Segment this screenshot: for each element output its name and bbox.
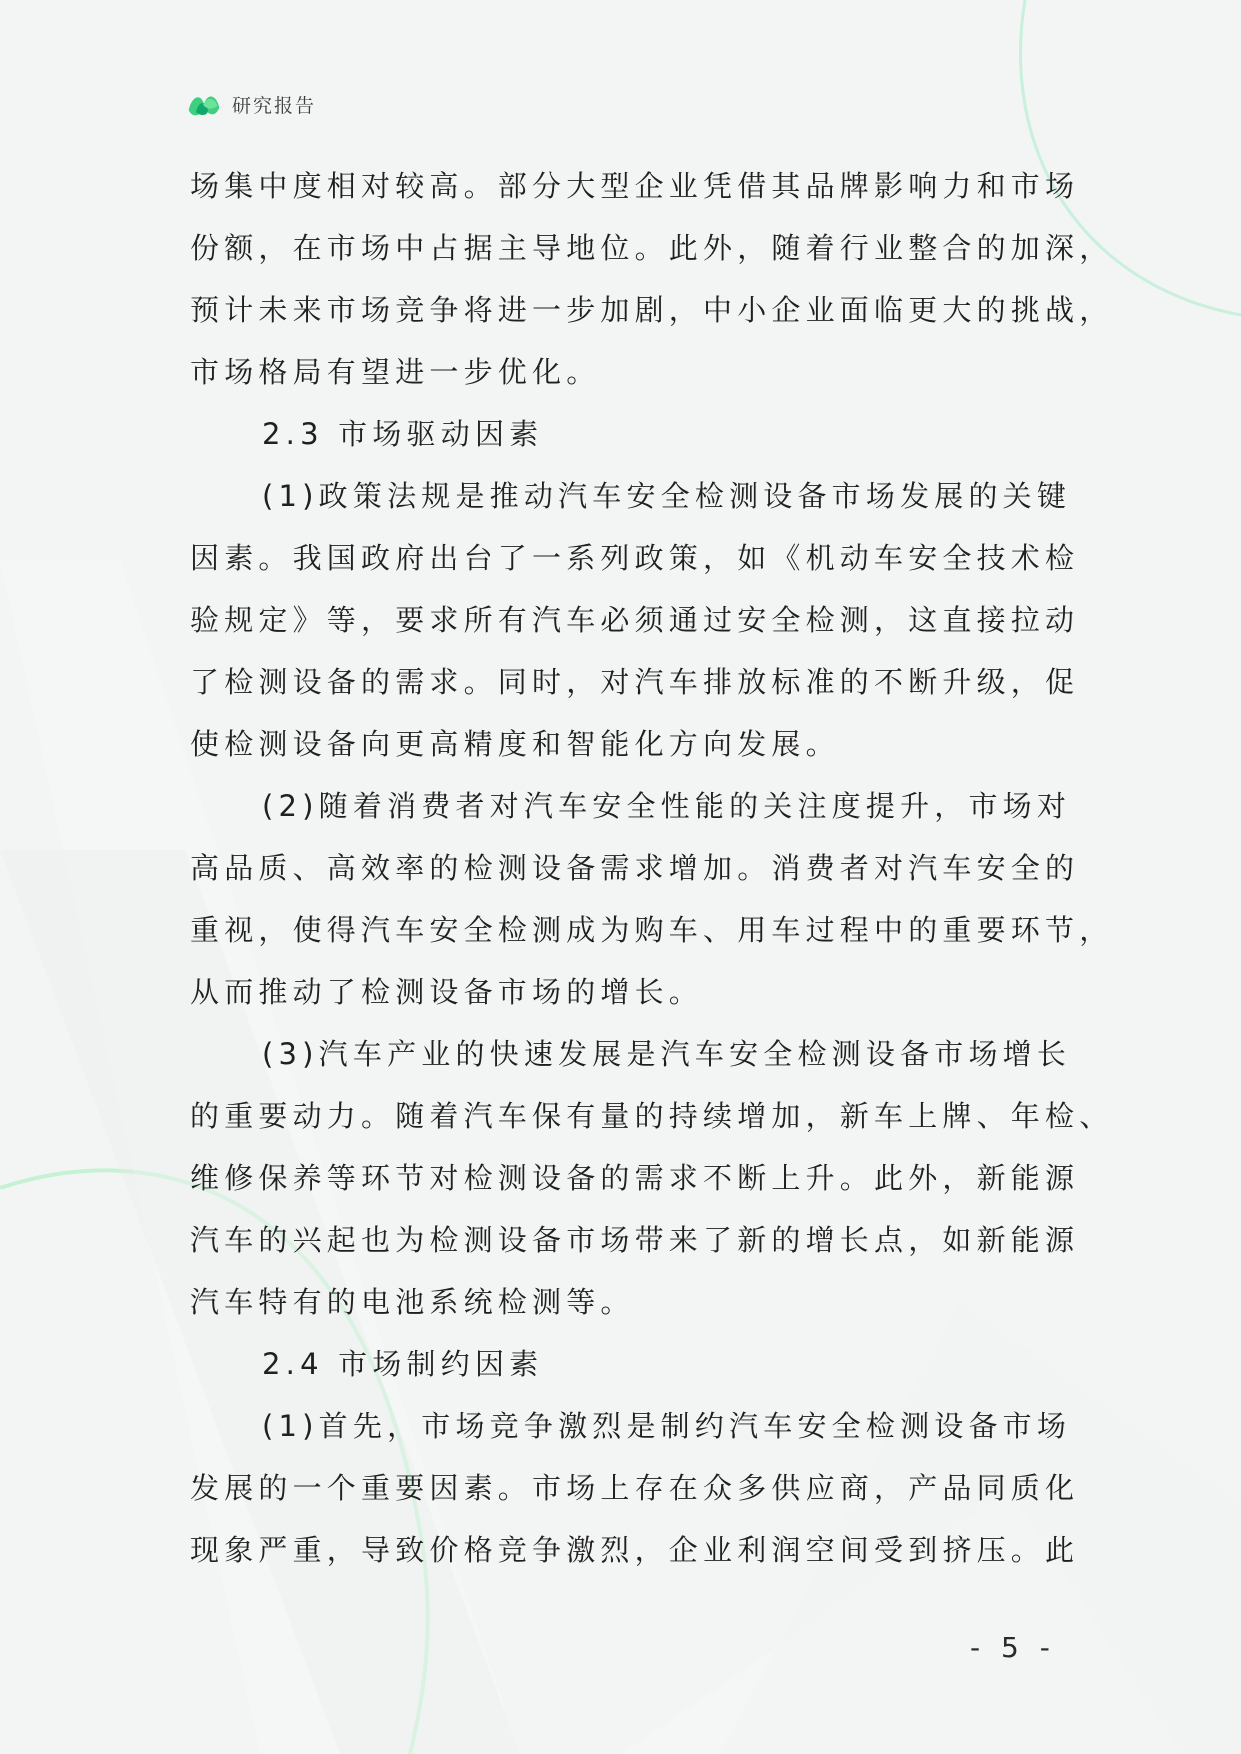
text-line: 使检测设备向更高精度和智能化方向发展。 <box>190 727 840 761</box>
text-line: 从而推动了检测设备市场的增长。 <box>190 975 704 1009</box>
report-header <box>186 86 316 122</box>
page-number: - 5 - <box>970 1631 1056 1664</box>
paragraph-first-line: (3)汽车产业的快速发展是汽车安全检测设备市场增长 <box>262 1037 1072 1071</box>
report-body <box>190 155 1114 1581</box>
header-title: 研究报告 <box>232 94 317 117</box>
text-line: 了检测设备的需求。同时，对汽车排放标准的不断升级，促 <box>190 665 1080 699</box>
text-line: 场集中度相对较高。部分大型企业凭借其品牌影响力和市场 <box>190 169 1080 203</box>
section-heading-2-4: 2.4 市场制约因素 <box>262 1347 544 1381</box>
paragraph-first-line: (1)政策法规是推动汽车安全检测设备市场发展的关键 <box>262 479 1072 513</box>
text-line: 维修保养等环节对检测设备的需求不断上升。此外，新能源 <box>190 1161 1080 1195</box>
text-line: 发展的一个重要因素。市场上存在众多供应商，产品同质化 <box>190 1471 1080 1505</box>
text-line: 高品质、高效率的检测设备需求增加。消费者对汽车安全的 <box>190 851 1080 885</box>
text-line: 重视，使得汽车安全检测成为购车、用车过程中的重要环节， <box>190 913 1114 947</box>
text-line: 预计未来市场竞争将进一步加剧，中小企业面临更大的挑战， <box>190 293 1114 327</box>
text-line: 汽车的兴起也为检测设备市场带来了新的增长点，如新能源 <box>190 1223 1080 1257</box>
paragraph-first-line: (1)首先，市场竞争激烈是制约汽车安全检测设备市场 <box>262 1409 1072 1443</box>
section-heading-2-3: 2.3 市场驱动因素 <box>262 417 544 451</box>
text-line: 市场格局有望进一步优化。 <box>190 355 601 389</box>
text-line: 验规定》等，要求所有汽车必须通过安全检测，这直接拉动 <box>190 603 1080 637</box>
text-line: 现象严重，导致价格竞争激烈，企业利润空间受到挤压。此 <box>190 1533 1080 1567</box>
leaf-logo-icon <box>186 86 222 122</box>
text-line: 的重要动力。随着汽车保有量的持续增加，新车上牌、年检、 <box>190 1099 1114 1133</box>
text-line: 因素。我国政府出台了一系列政策，如《机动车安全技术检 <box>190 541 1080 575</box>
text-line: 份额，在市场中占据主导地位。此外，随着行业整合的加深， <box>190 231 1114 265</box>
paragraph-first-line: (2)随着消费者对汽车安全性能的关注度提升，市场对 <box>262 789 1072 823</box>
text-line: 汽车特有的电池系统检测等。 <box>190 1285 635 1319</box>
